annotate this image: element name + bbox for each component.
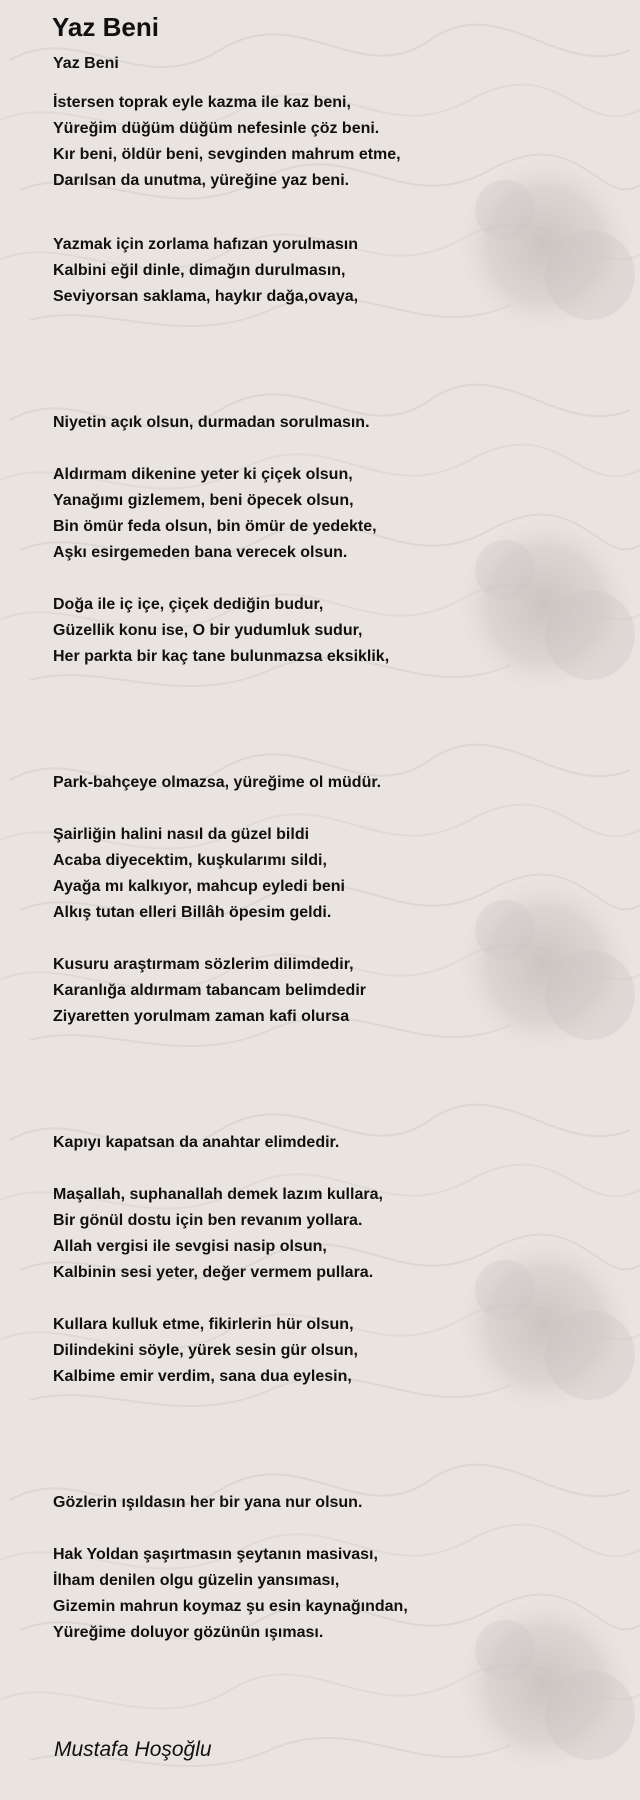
poem-line: Acaba diyecektim, kuşkularımı sildi, [53,852,327,869]
poem-line: Aşkı esirgemeden bana verecek olsun. [53,544,348,561]
author-name: Mustafa Hoşoğlu [54,1738,212,1761]
stanza-9 [53,1130,613,1156]
poem-line: Gözlerin ışıldasın her bir yana nur olsun. [53,1494,363,1511]
poem-line: Ziyaretten yorulmam zaman kafi olursa [53,1008,350,1025]
poem-line: Seviyorsan saklama, haykır dağa,ovaya, [53,288,359,305]
poem-line: Bir gönül dostu için ben revanım yollara. [53,1212,363,1229]
poem-line: Park-bahçeye olmazsa, yüreğime ol müdür. [53,774,382,791]
stanza-12 [53,1490,613,1516]
poem-line: Niyetin açık olsun, durmadan sorulmasın. [53,414,370,431]
poem-line: Karanlığa aldırmam tabancam belimdedir [53,982,366,999]
poem-line: İlham denilen olgu güzelin yansıması, [53,1572,340,1589]
page-title: Yaz Beni [52,12,159,42]
poem-line: Gizemin mahrun koymaz şu esin kaynağından, [53,1598,408,1615]
poem-line: Kalbini eğil dinle, dimağın durulmasın, [53,262,346,279]
poem-line: Doğa ile iç içe, çiçek dediğin budur, [53,596,324,613]
poem-line: Kır beni, öldür beni, sevginden mahrum etme, [53,146,401,163]
stanza-11 [53,1312,613,1390]
poem-line: Her parkta bir kaç tane bulunmazsa eksiklik, [53,648,390,665]
stanza-13 [53,1542,613,1646]
poem-line: Aldırmam dikenine yeter ki çiçek olsun, [53,466,353,483]
poem-line: Hak Yoldan şaşırtmasın şeytanın masivası, [53,1546,378,1563]
stanza-2 [53,232,613,310]
stanza-1 [53,90,613,194]
poem-line: Darılsan da unutma, yüreğine yaz beni. [53,172,350,189]
stanza-6 [53,770,613,796]
poem-line: Kullara kulluk etme, fikirlerin hür olsun, [53,1316,354,1333]
poem-line: Bin ömür feda olsun, bin ömür de yedekte, [53,518,377,535]
poem-line: Güzellik konu ise, O bir yudumluk sudur, [53,622,363,639]
poem-line: Ayağa mı kalkıyor, mahcup eyledi beni [53,878,345,895]
poem-subtitle: Yaz Beni [53,55,119,72]
poem-line: Dilindekini söyle, yürek sesin gür olsun, [53,1342,358,1359]
stanza-4 [53,462,613,566]
poem-line: İstersen toprak eyle kazma ile kaz beni, [53,94,351,111]
poem-line: Kusuru araştırmam sözlerim dilimdedir, [53,956,354,973]
poem-line: Maşallah, suphanallah demek lazım kullara, [53,1186,383,1203]
stanza-3 [53,410,613,436]
poem-line: Kalbinin sesi yeter, değer vermem pullara. [53,1264,374,1281]
poem-line: Alkış tutan elleri Billâh öpesim geldi. [53,904,332,921]
stanza-10 [53,1182,613,1286]
poem-line: Yanağımı gizlemem, beni öpecek olsun, [53,492,354,509]
poem-line: Yüreğim düğüm düğüm nefesinle çöz beni. [53,120,380,137]
stanza-8 [53,952,613,1030]
poem-line: Yazmak için zorlama hafızan yorulmasın [53,236,358,253]
stanza-7 [53,822,613,926]
poem-line: Allah vergisi ile sevgisi nasip olsun, [53,1238,327,1255]
poem-line: Kalbime emir verdim, sana dua eylesin, [53,1368,352,1385]
poem-line: Kapıyı kapatsan da anahtar elimdedir. [53,1134,340,1151]
stanza-5 [53,592,613,670]
poem-line: Yüreğime doluyor gözünün ışıması. [53,1624,324,1641]
poem-line: Şairliğin halini nasıl da güzel bildi [53,826,310,843]
